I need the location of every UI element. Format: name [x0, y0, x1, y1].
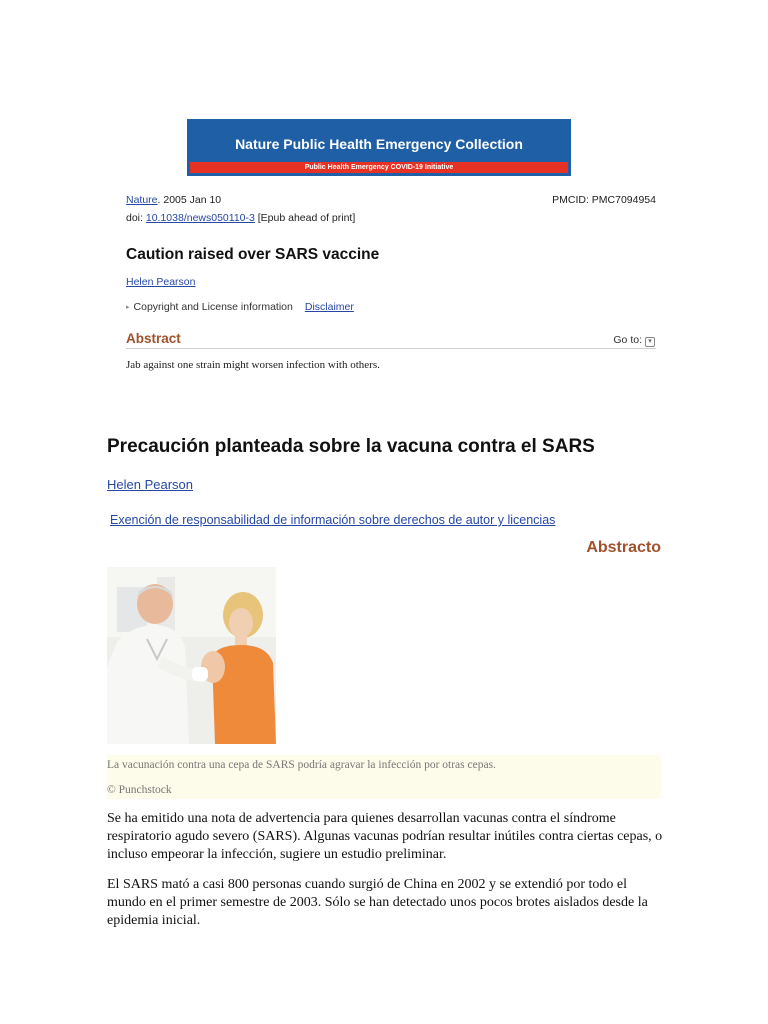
- banner-title: Nature Public Health Emergency Collection: [235, 136, 523, 152]
- disclaimer-link-en[interactable]: Disclaimer: [304, 301, 354, 313]
- epub-note: [Epub ahead of print]: [254, 212, 356, 224]
- abstract-heading-en: Abstract: [126, 331, 181, 346]
- publish-date: . 2005 Jan 10: [157, 194, 222, 206]
- copyright-row: [126, 301, 354, 313]
- triangle-right-icon[interactable]: ▸: [126, 304, 130, 311]
- goto-menu[interactable]: [613, 334, 655, 347]
- photo-credit: © Punchstock: [107, 784, 172, 796]
- author-link-es[interactable]: Helen Pearson: [107, 477, 193, 492]
- goto-label[interactable]: Go to:: [613, 334, 642, 346]
- author-link-en[interactable]: Helen Pearson: [126, 276, 196, 288]
- citation-line: [126, 194, 221, 206]
- doi-label: doi:: [126, 212, 146, 224]
- doi-line: [126, 212, 355, 224]
- photo-caption: La vacunación contra una cepa de SARS podría agravar la infección por otras cepas.: [107, 759, 496, 771]
- doi-link[interactable]: 10.1038/news050110-3: [145, 212, 255, 224]
- article-title-en: Caution raised over SARS vaccine: [126, 246, 380, 263]
- chevron-down-icon[interactable]: ▾: [645, 337, 655, 347]
- collection-banner: [187, 119, 571, 176]
- body-paragraph: Se ha emitido una nota de advertencia para quienes desarrollan vacunas contra el síndrome respiratorio agudo severo (SARS). Algunas vacunas podrían resultar inútiles contra ciertas cepas, o incluso empeorar la infección, sugiere un estudio preliminar.: [107, 811, 663, 862]
- journal-link[interactable]: Nature: [126, 194, 158, 206]
- abstract-text-en: Jab against one strain might worsen infection with others.: [126, 359, 380, 371]
- pmcid: PMCID: PMC7094954: [552, 194, 656, 206]
- disclaimer-link-es[interactable]: Exención de responsabilidad de información sobre derechos de autor y licencias: [110, 513, 556, 527]
- vaccination-photo: [107, 567, 276, 744]
- divider: [126, 348, 656, 349]
- body-paragraph: El SARS mató a casi 800 personas cuando surgió de China en 2002 y se extendió por todo el mundo en el primer semestre de 2003. Sólo se han detectado unos pocos brotes aislados desde la epidemia inicial.: [107, 877, 648, 928]
- banner-subtitle: Public Health Emergency COVID-19 Initiative: [190, 162, 568, 173]
- copyright-toggle[interactable]: Copyright and License information: [133, 301, 293, 313]
- abstract-heading-es: Abstracto: [586, 539, 661, 556]
- article-title-es: Precaución planteada sobre la vacuna contra el SARS: [107, 436, 595, 457]
